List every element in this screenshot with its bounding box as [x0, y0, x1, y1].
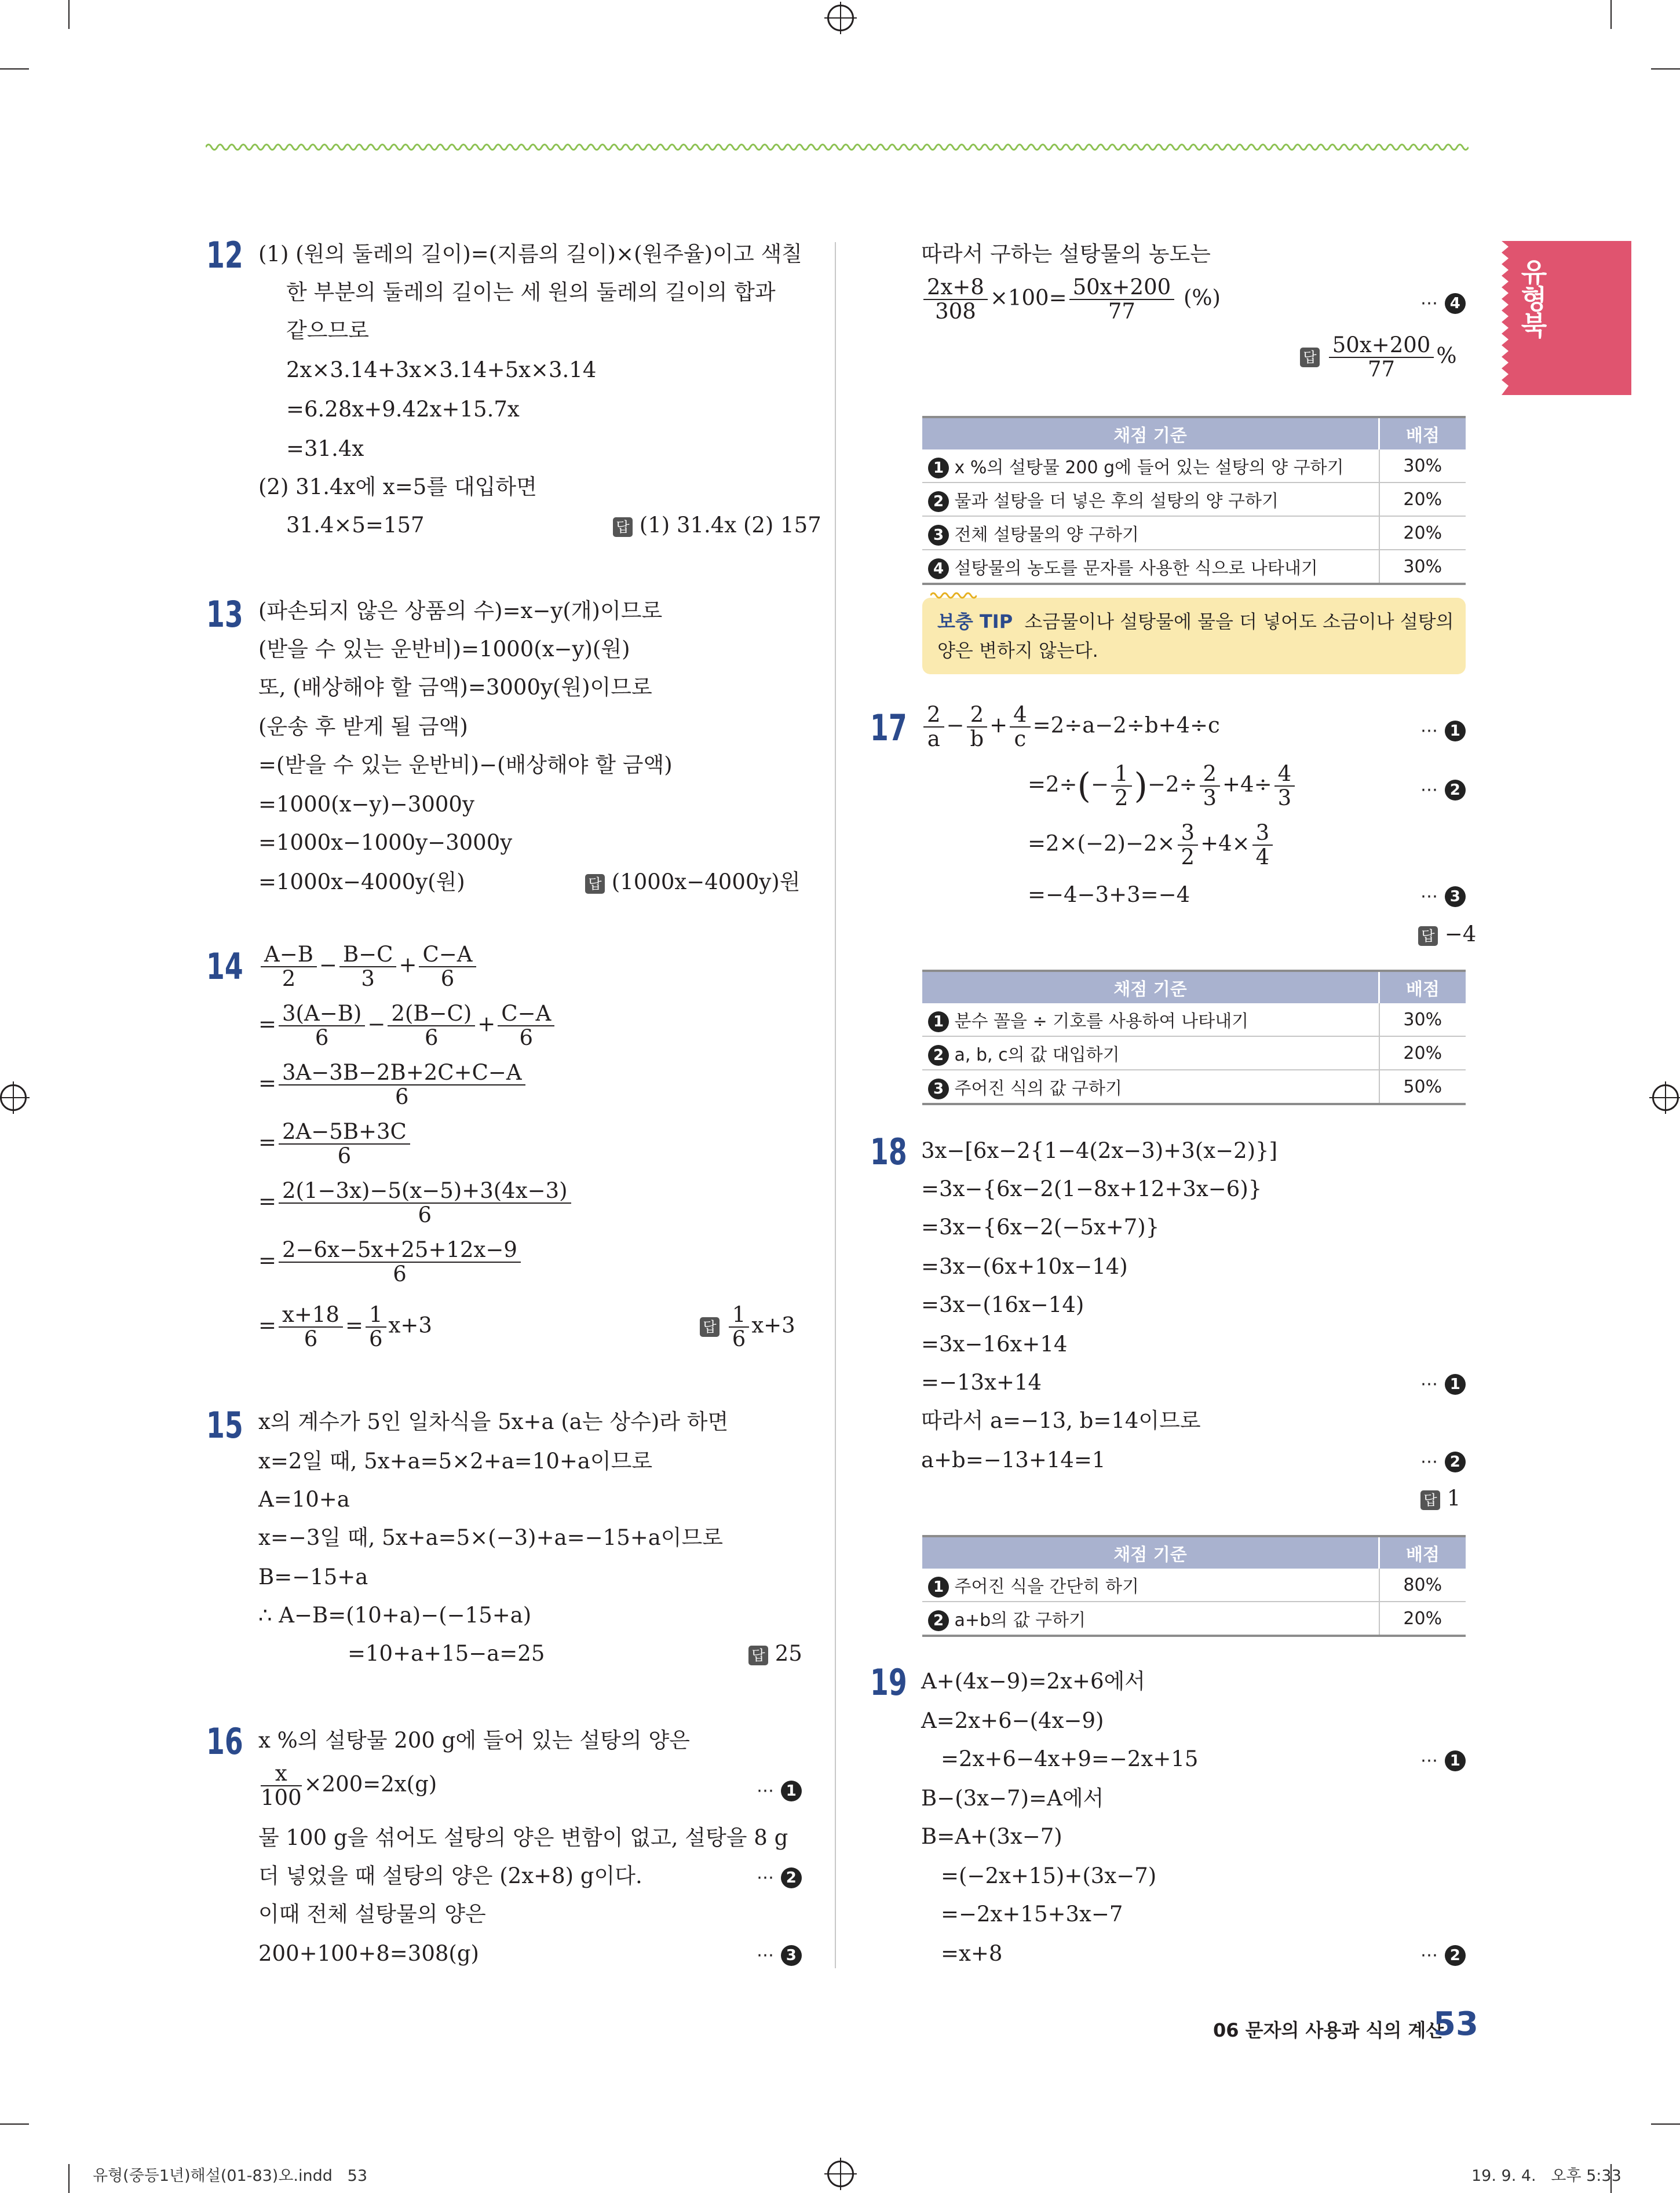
crop-mark: [1610, 0, 1612, 29]
table-row: 1 주어진 식을 간단히 하기 80%: [922, 1569, 1466, 1602]
fraction: $\frac{2}{3}$: [1200, 762, 1221, 810]
p13-answer-text: (1000x−4000y)원: [611, 869, 801, 894]
p13-line2: (받을 수 있는 운반비)=1000(x−y)(원): [258, 637, 630, 661]
step-marker-1: ⋯ 1: [1420, 1745, 1466, 1775]
chapter-title: 06 문자의 사용과 식의 계산: [1213, 2019, 1444, 2041]
tip-label: 보충 TIP: [937, 611, 1013, 633]
step-marker-2: ⋯ 2: [757, 1862, 802, 1892]
p14-line5: = $\frac{2(1-3x)-5(x-5)+3(4x-3)}{6}$: [258, 1179, 574, 1227]
fraction: $\frac{1}{6}$: [366, 1303, 386, 1351]
fraction: $\frac{B-C}{3}$: [339, 943, 397, 990]
p12-answer-text: (1) 31.4x (2) 157: [639, 513, 821, 538]
crop-mark: [0, 68, 29, 70]
grading-table-17: [922, 970, 1466, 1105]
p12-answer: [613, 511, 821, 540]
p14-answer: 답 $\frac{1}{6}$ x+3: [700, 1303, 795, 1351]
p16-line3: 물 100 g을 섞어도 설탕의 양은 변함이 없고, 설탕을 8 g: [258, 1825, 788, 1850]
p18-line8: 따라서 a=−13, b=14이므로: [921, 1408, 1201, 1433]
p12-line1: (1) (원의 둘레의 길이)=(지름의 길이)×(원주율)이고 색칠: [258, 242, 802, 266]
step-marker-1: ⋯ 1: [757, 1775, 802, 1805]
tip-wave-icon: [930, 590, 977, 601]
p16-line5: 이때 전체 설탕물의 양은: [258, 1902, 486, 1927]
p18-line2: =3x−{6x−2(1−8x+12+3x−6)}: [921, 1176, 1262, 1201]
p15-line5: B=−15+a: [258, 1565, 368, 1589]
crop-mark: [68, 0, 70, 29]
p15-answer-text: 25: [775, 1641, 802, 1666]
table-row: 2 a+b의 값 구하기 20%: [922, 1602, 1466, 1636]
step-marker-4: ⋯ 4: [1420, 287, 1466, 318]
p18-line7: =−13x+14: [921, 1370, 1042, 1395]
tip-text-2: 양은 변하지 않는다.: [937, 639, 1098, 661]
table-row: 2 물과 설탕을 더 넣은 후의 설탕의 양 구하기 20%: [922, 483, 1466, 516]
fraction: $\frac{A-B}{2}$: [261, 943, 317, 990]
table-header-score: 배점: [1379, 1536, 1466, 1569]
table-row: 2 a, b, c의 값 대입하기 20%: [922, 1036, 1466, 1070]
p17-line4: =−4−3+3=−4: [1028, 882, 1190, 907]
problem-number-18: 18: [870, 1131, 907, 1173]
column-divider: [835, 242, 836, 1968]
table-header-criteria: 채점 기준: [922, 1536, 1379, 1569]
registration-mark-icon: [1652, 1084, 1679, 1111]
fraction: $\frac{3}{4}$: [1252, 821, 1273, 869]
fraction: $\frac{4}{c}$: [1010, 703, 1031, 751]
p15-line2: x=2일 때, 5x+a=5×2+a=10+a이므로: [258, 1449, 653, 1474]
p18-line5: =3x−(16x−14): [921, 1292, 1084, 1317]
p12-line8: 31.4×5=157: [286, 513, 425, 538]
registration-mark-icon: [827, 2161, 854, 2187]
p19-line7: =−2x+15+3x−7: [941, 1902, 1123, 1927]
p14-line1: $\frac{A-B}{2}$ − $\frac{B-C}{3}$ + $\frac{C-A}{6}$: [258, 943, 479, 990]
p12-line3: 같으므로: [286, 318, 369, 343]
fraction: $\frac{2x+8}{308}$: [923, 276, 988, 323]
p18-line4: =3x−(6x+10x−14): [921, 1254, 1128, 1279]
p19-line4: B−(3x−7)=A에서: [921, 1786, 1104, 1811]
p13-answer: [585, 868, 800, 897]
p14-line3: = $\frac{3A-3B-2B+2C+C-A}{6}$: [258, 1061, 528, 1109]
crop-mark: [1651, 68, 1680, 70]
grading-table-18: [922, 1535, 1466, 1637]
p16-line2: $\frac{x}{100}$ ×200=2x(g): [261, 1761, 437, 1810]
fraction: $\frac{3A-3B-2B+2C+C-A}{6}$: [279, 1061, 525, 1109]
answer-icon: 답: [1418, 926, 1438, 946]
answer-icon: 답: [1300, 348, 1320, 367]
table-header-criteria: 채점 기준: [922, 971, 1379, 1003]
p17-line1: $\frac{2}{a}$ − $\frac{2}{b}$ + $\frac{4}{c}$ =2÷a−2÷b+4÷c: [921, 703, 1220, 751]
p19-line8: =x+8: [941, 1941, 1003, 1966]
p14-line6: = $\frac{2-6x-5x+25+12x-9}{6}$: [258, 1238, 523, 1286]
tab-zigzag: [1502, 241, 1513, 395]
p16b-line1: 따라서 구하는 설탕물의 농도는: [921, 242, 1211, 266]
p19-line5: B=A+(3x−7): [921, 1824, 1062, 1849]
crop-mark: [1651, 2123, 1680, 2125]
p18-line1: 3x−[6x−2{1−4(2x−3)+3(x−2)}]: [921, 1138, 1278, 1163]
step-marker-1: ⋯ 1: [1420, 1368, 1466, 1399]
table-header-score: 배점: [1379, 417, 1466, 449]
problem-number-19: 19: [870, 1661, 907, 1704]
table-row: 3 전체 설탕물의 양 구하기 20%: [922, 516, 1466, 550]
p15-answer: [748, 1639, 802, 1668]
answer-icon: 답: [585, 874, 605, 894]
tip-box: [922, 598, 1466, 674]
p16-line1: x %의 설탕물 200 g에 들어 있는 설탕의 양은: [258, 1728, 690, 1753]
fraction: $\frac{50x+200}{77}$: [1069, 276, 1175, 323]
fraction: $\frac{3}{2}$: [1178, 821, 1199, 869]
p17-answer-text: −4: [1444, 922, 1477, 946]
p17-answer: [1418, 920, 1476, 949]
p16-line4: 더 넣었을 때 설탕의 양은 (2x+8) g이다.: [258, 1863, 642, 1888]
p19-line6: =(−2x+15)+(3x−7): [941, 1863, 1157, 1888]
table-row: 4 설탕물의 농도를 문자를 사용한 식으로 나타내기 30%: [922, 550, 1466, 584]
crop-mark: [68, 2164, 70, 2193]
fraction: $\frac{2}{b}$: [967, 703, 988, 751]
step-marker-2: ⋯ 2: [1420, 1446, 1466, 1476]
grading-table-16: [922, 416, 1466, 585]
fraction: $\frac{x+18}{6}$: [279, 1303, 343, 1351]
fraction: $\frac{1}{6}$: [729, 1303, 750, 1351]
answer-icon: 답: [748, 1646, 768, 1665]
p12-line2: 한 부분의 둘레의 길이는 세 원의 둘레의 길이의 합과: [286, 280, 776, 305]
table-row: 1 x %의 설탕물 200 g에 들어 있는 설탕의 양 구하기 30%: [922, 449, 1466, 483]
fraction: $\frac{C-A}{6}$: [498, 1002, 554, 1050]
p12-line7: (2) 31.4x에 x=5를 대입하면: [258, 474, 537, 499]
wavy-divider: [206, 140, 1469, 154]
side-tab-label: 유형북: [1517, 258, 1548, 338]
step-marker-2: ⋯ 2: [1420, 774, 1466, 805]
answer-icon: 답: [613, 517, 633, 537]
p14-line7: = $\frac{x+18}{6}$ = $\frac{1}{6}$ x+3: [258, 1302, 432, 1351]
step-marker-2: ⋯ 2: [1420, 1939, 1466, 1970]
p14-line4: = $\frac{2A-5B+3C}{6}$: [258, 1120, 412, 1168]
fraction: $\frac{2(B-C)}{6}$: [388, 1002, 475, 1050]
p19-line3: =2x+6−4x+9=−2x+15: [941, 1746, 1199, 1771]
p13-line7: =1000x−1000y−3000y: [258, 830, 513, 855]
p18-line9: a+b=−13+14=1: [921, 1448, 1106, 1472]
p15-line4: x=−3일 때, 5x+a=5×(−3)+a=−15+a이므로: [258, 1525, 724, 1550]
p15-line1: x의 계수가 5인 일차식을 5x+a (a는 상수)라 하면: [258, 1409, 729, 1434]
p14-line2: = $\frac{3(A-B)}{6}$ − $\frac{2(B-C)}{6}$ + $\frac{C-A}{6}$: [258, 1002, 557, 1050]
fraction: $\frac{C-A}{6}$: [419, 943, 476, 990]
step-marker-3: ⋯ 3: [757, 1939, 802, 1970]
fraction: $\frac{x}{100}$: [261, 1761, 302, 1810]
p19-line1: A+(4x−9)=2x+6에서: [921, 1669, 1145, 1694]
p18-answer-text: 1: [1447, 1486, 1461, 1511]
table-row: 1 분수 꼴을 ÷ 기호를 사용하여 나타내기 30%: [922, 1003, 1466, 1036]
p15-line6: ∴ A−B=(10+a)−(−15+a): [258, 1603, 532, 1628]
print-file-name: 유형(중등1년)해설(01-83)오.indd 53: [93, 2167, 368, 2185]
fraction: $\frac{2}{a}$: [923, 703, 944, 751]
p13-line1: (파손되지 않은 상품의 수)=x−y(개)이므로: [258, 598, 663, 623]
fraction: $\frac{2A-5B+3C}{6}$: [279, 1120, 410, 1168]
problem-number-13: 13: [206, 593, 243, 635]
registration-mark-icon: [0, 1084, 27, 1111]
fraction: $\frac{2(1-3x)-5(x-5)+3(4x-3)}{6}$: [279, 1179, 571, 1227]
p18-line3: =3x−{6x−2(−5x+7)}: [921, 1215, 1160, 1240]
p17-line2: =2÷(− $\frac{1}{2}$ )−2÷ $\frac{2}{3}$ +4÷ $\frac{4}{3}$: [1028, 762, 1297, 810]
fraction: $\frac{3(A-B)}{6}$: [279, 1002, 365, 1050]
problem-number-15: 15: [206, 1404, 243, 1446]
p16b-line2: $\frac{2x+8}{308}$ ×100= $\frac{50x+200}{77}$ (%): [921, 276, 1221, 323]
p15-line7: =10+a+15−a=25: [348, 1641, 545, 1666]
p18-answer: [1420, 1484, 1460, 1513]
problem-number-16: 16: [206, 1720, 243, 1763]
fraction: $\frac{50x+200}{77}$: [1329, 334, 1434, 381]
table-header-score: 배점: [1379, 971, 1466, 1003]
p13-line8: =1000x−4000y(원): [258, 869, 465, 894]
problem-number-12: 12: [206, 234, 243, 276]
p17-line3: =2×(−2)−2× $\frac{3}{2}$ +4× $\frac{3}{4}$: [1028, 821, 1275, 869]
p18-line6: =3x−16x+14: [921, 1332, 1068, 1357]
fraction: $\frac{4}{3}$: [1274, 762, 1295, 810]
p13-line4: (운송 후 받게 될 금액): [258, 714, 468, 739]
fraction: $\frac{1}{2}$: [1111, 762, 1132, 810]
problem-number-17: 17: [870, 707, 907, 749]
crop-mark: [0, 2123, 29, 2125]
tip-text-1: 소금물이나 설탕물에 물을 더 넣어도 소금이나 설탕의: [1024, 611, 1454, 633]
p13-line5: =(받을 수 있는 운반비)−(배상해야 할 금액): [258, 752, 673, 777]
registration-mark-icon: [827, 5, 854, 31]
p12-line5: =6.28x+9.42x+15.7x: [286, 397, 520, 422]
p13-line6: =1000(x−y)−3000y: [258, 792, 474, 817]
side-tab: [1502, 241, 1631, 395]
problem-number-14: 14: [206, 945, 243, 988]
table-row: 3 주어진 식의 값 구하기 50%: [922, 1070, 1466, 1104]
fraction: $\frac{2-6x-5x+25+12x-9}{6}$: [279, 1238, 521, 1286]
table-header-criteria: 채점 기준: [922, 417, 1379, 449]
p19-line2: A=2x+6−(4x−9): [921, 1708, 1104, 1733]
answer-icon: 답: [1420, 1490, 1440, 1510]
p13-line3: 또, (배상해야 할 금액)=3000y(원)이므로: [258, 675, 652, 700]
p12-line6: =31.4x: [286, 436, 364, 461]
step-marker-1: ⋯ 1: [1420, 715, 1466, 745]
p16b-answer: 답 $\frac{50x+200}{77}$ %: [1300, 334, 1457, 381]
page-number: 53: [1433, 2005, 1478, 2043]
step-marker-3: ⋯ 3: [1420, 880, 1466, 911]
p15-line3: A=10+a: [258, 1487, 350, 1512]
p12-line4: 2x×3.14+3x×3.14+5x×3.14: [286, 357, 597, 382]
answer-icon: 답: [700, 1317, 720, 1337]
print-timestamp: 19. 9. 4. 오후 5:33: [1471, 2167, 1621, 2185]
p16-line6: 200+100+8=308(g): [258, 1941, 479, 1966]
